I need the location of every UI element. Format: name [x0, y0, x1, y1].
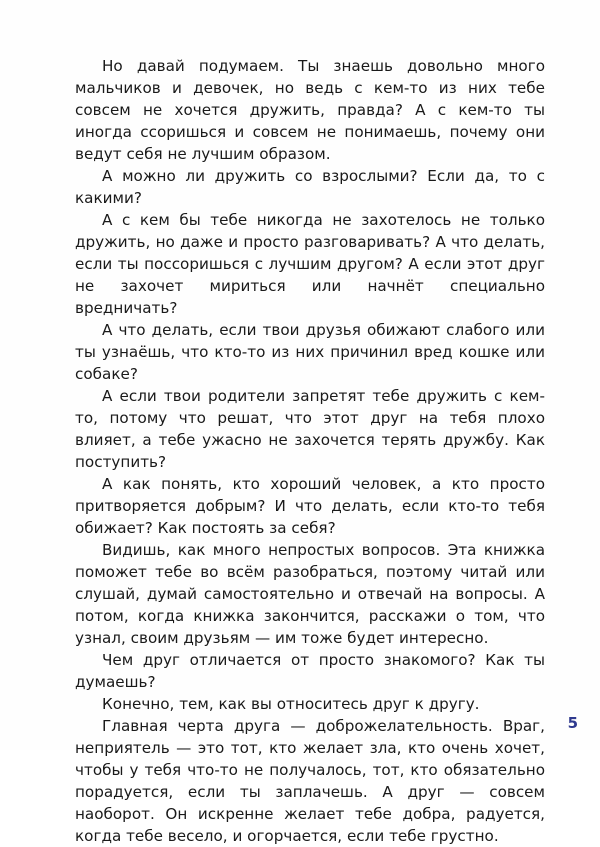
paragraph: Чем друг отличается от просто знакомого? Как ты думаешь? — [75, 651, 545, 691]
paragraph: Главная черта друга — доброжелательность. Враг, неприятель — это тот, кто желает зла, кто очень хочет, чтобы у тебя что-то не получалось, тот, кто обязательно порадуется, если ты заплачешь. А друг — совсем наоборот. Он искренне желает тебе добра, радуется, когда тебе весело, и огорчается, если тебе грустно. — [75, 717, 545, 845]
paragraph: Видишь, как много непростых вопросов. Эта книжка поможет тебе во всём разобраться, поэтому читай или слушай, думай самостоятельно и отвечай на вопросы. А потом, когда книжка закончится, расскажи о том, что узнал, своим друзьям — им тоже будет интересно. — [75, 541, 545, 647]
paragraph: А с кем бы тебе никогда не захотелось не только дружить, но даже и просто разговаривать? А что делать, если ты поссоришься с лучшим другом? А если этот друг не захочет мириться или начнёт специально вредничать? — [75, 211, 545, 317]
page-number: 5 — [567, 714, 578, 732]
paragraph: А если твои родители запретят тебе дружить с кем-то, потому что решат, что этот друг на тебя плохо влияет, а тебе ужасно не захочется терять дружбу. Как поступить? — [75, 387, 545, 471]
body-text — [75, 55, 545, 847]
paragraph: Конечно, тем, как вы относитесь друг к другу. — [102, 695, 480, 713]
paragraph: А что делать, если твои друзья обижают слабого или ты узнаёшь, что кто-то из них причинил вред кошке или собаке? — [75, 321, 545, 383]
paragraph: Но давай подумаем. Ты знаешь довольно много мальчиков и девочек, но ведь с кем-то из них тебе совсем не хочется дружить, правда? А с кем-то ты иногда ссоришься и совсем не понимаешь, почему они ведут себя не лучшим образом. — [75, 57, 545, 163]
paragraph: А можно ли дружить со взрослыми? Если да, то с какими? — [75, 167, 545, 207]
paragraph: А как понять, кто хороший человек, а кто просто притворяется добрым? И что делать, если кто-то тебя обижает? Как постоять за себя? — [75, 475, 545, 537]
